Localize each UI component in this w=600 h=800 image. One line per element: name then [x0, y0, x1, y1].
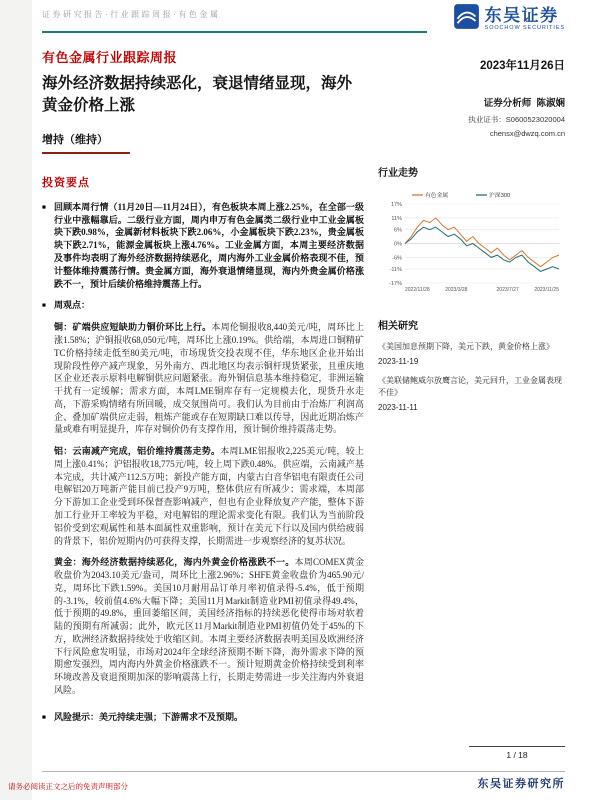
copper-body: 本周伦铜报收8,440美元/吨，周环比上涨1.58%；沪铜报收68,050元/吨，周环比上涨0.19%。供给端，本周进口铜精矿TC价格持续走低至80美元/吨，市场现货交投表现不佳，华东地区企业开始出现阶段性停产减产现象，另外南方、西北地区均表示铜杆现货紧张，且重庆地区企业还表示原料电解铜供应问题紧张。海外铜信息基本维持稳定，非洲运输干扰有一定缓解；需求方面，本周LME铜库存有一定规模去化，现货升水走高，下游采购情绪有所回暖，成交氛围尚可。我们认为目前由于冶炼厂利润高企、叠加矿端供应走弱，粗炼产能或存在短期缺口难以传导，因此近期冶炼产量或难有明显提升，库存对铜价仍有支撑作用，预计铜价维持震荡走势。	[54, 322, 364, 435]
footer-rule	[42, 771, 565, 772]
report-series-title: 有色金属行业跟踪周报	[42, 50, 178, 65]
related-research-heading: 相关研究	[378, 321, 418, 332]
analyst-name: 陈淑娴	[536, 98, 565, 109]
copper-paragraph	[54, 321, 364, 436]
section-heading-key-points: 投资要点	[42, 176, 90, 189]
aluminum-paragraph	[54, 445, 364, 547]
svg-text:0%: 0%	[394, 241, 402, 248]
svg-text:6%: 6%	[394, 227, 402, 234]
gold-body: 本周COMEX黄金收盘价为2043.10美元/盎司，周环比上涨2.96%；SHFE黄金收盘价为465.90元/克，周环比下跌1.59%。美国10月耐用品订单月率初值录得-5.4%，低于预期的-3.1%，较前值4.6%大幅下降；美国11月Markit制造业PMI初值录得49.4%，低于预期的49.8%，重回萎缩区间，美国经济指标的持续恶化使得市场对软着陆的预期有所减弱；此外，欧元区11月Markit制造业PMI初值仍处于45%的下方，欧洲经济数据持续处于收缩区间。本周主要经济数据表明美国及欧洲经济下行风险愈发明显，市场对2024年全球经济预期不断下降，海外需求下降的预期愈发强烈，周内海内外黄金价格涨跌不一。预计短期黄金价格持续受到利率环境改善及衰退预期加深的影响震荡上行，长期走势需进一步关注海内外衰退风险。	[54, 557, 364, 695]
bullet-square-icon: ■	[42, 203, 46, 211]
institute-name: 东吴证券研究所	[477, 778, 565, 790]
industry-trend-heading: 行业走势	[378, 168, 418, 179]
analyst-name-row	[378, 95, 565, 109]
bullet-square-icon: ■	[42, 302, 46, 310]
report-title: 海外经济数据持续恶化，衰退情绪显现，海外黄金价格上涨	[42, 75, 353, 115]
analyst-block	[378, 95, 565, 138]
svg-text:2023/7/27: 2023/7/27	[496, 287, 519, 293]
gold-paragraph	[54, 556, 364, 696]
soochow-logo-icon	[453, 3, 480, 35]
disclaimer-note: 请务必阅读正文之后的免责声明部分	[8, 782, 128, 791]
related-research-link[interactable]: 《美联储鲍威尔放鹰言论，美元回升，工业金属表现不佳》	[378, 376, 562, 397]
bullet-week-review	[42, 201, 364, 290]
risk-text: 风险提示：美元持续走强；下游需求不及预期。	[54, 711, 244, 722]
left-margin-strip	[0, 0, 32, 800]
gold-lead: 黄金：海外经济数据持续恶化，海内外黄金价格涨跌不一。	[54, 557, 295, 568]
main-column	[42, 43, 364, 733]
copper-lead: 铜：矿端供应短缺助力铜价环比上行。	[54, 322, 212, 333]
related-research-item	[378, 341, 565, 366]
analyst-label: 证券分析师	[483, 98, 532, 109]
risk-note	[42, 711, 364, 724]
related-research-date: 2023-11-19	[378, 357, 419, 366]
aluminum-lead: 铝：云南减产完成，铝价维持震荡走势。	[54, 446, 221, 457]
bullet-square-icon: ■	[42, 713, 46, 721]
brand-name: 东吴证券	[484, 5, 559, 25]
breadcrumb: 证券研究报告·行业跟踪周报·有色金属	[42, 10, 221, 19]
svg-text:沪深300: 沪深300	[489, 193, 511, 199]
svg-text:2022/11/28: 2022/11/28	[405, 287, 430, 293]
related-research-link[interactable]: 《美国加息预期下降，美元下跌，黄金价格上涨》	[378, 342, 554, 351]
brand-logo	[453, 3, 565, 35]
svg-text:-17%: -17%	[389, 281, 402, 287]
bullet-weekly-view	[42, 299, 364, 312]
page-header	[42, 0, 565, 43]
rating-badge: 增持（维持）	[42, 131, 130, 154]
related-research-date: 2023-11-11	[378, 403, 418, 412]
svg-text:2023/11/25: 2023/11/25	[534, 287, 559, 293]
svg-text:11%: 11%	[391, 215, 402, 222]
industry-trend-chart	[378, 187, 565, 297]
brand-name-en: SOOCHOW SECURITIES	[484, 24, 565, 31]
svg-text:-11%: -11%	[389, 267, 402, 274]
aluminum-body: 本周LME铝报收2,225美元/吨，较上周上涨0.41%；沪铝报收18,775元/吨，较上周下跌0.48%。供应端，云南减产基本完成，共计减产112.5万吨；新投产能方面，内蒙古白音华铝电有限责任公司电解铝20万吨新产能目前已投产9万吨，整体供应有所减少；需求端，本周部分下游加工企业受到环保督查影响减产，但也有企业释放复产产能，整体下游加工行业开工率较为平稳，对电解铝的理论需求变化有限。我们认为当前阶段铝价受到宏观属性和基本面属性双重影响，预计在美元下行以及国内供给疲弱的背景下，铝价短期内仍可获得支撑，长期需进一步观察经济的复苏状况。	[54, 446, 364, 546]
svg-text:有色金属: 有色金属	[425, 193, 449, 199]
related-research-item	[378, 375, 565, 412]
report-date: 2023年11月26日	[479, 60, 565, 72]
svg-text:-6%: -6%	[392, 255, 402, 262]
page-number: 1 / 18	[469, 746, 565, 760]
analyst-cert: 执业证书：S0600523020004	[468, 115, 565, 124]
analyst-email-link[interactable]: chensx@dwzq.com.cn	[489, 129, 565, 138]
svg-text:2023/3/28: 2023/3/28	[445, 287, 468, 293]
week-review-text: 回顾本周行情（11月20日—11月24日），有色板块本周上涨2.25%，在全部一级行业中涨幅靠后。二级行业方面，周内申万有色金属类二级行业中工业金属板块下跌0.98%，金属新材料板块下跌2.06%，小金属板块下跌2.23%，贵金属板块下跌2.71%，能源金属板块上涨4.76%。工业金属方面，本周主要经济数据及事件均表明了海外经济数据持续恶化，周内海外工业金属价格表现不佳，预计整体维持震荡行情。贵金属方面，海外衰退情绪显现，海内外贵金属价格涨跌不一，预计后续价格维持震荡上行。	[54, 201, 364, 289]
sidebar	[378, 43, 565, 733]
svg-text:17%: 17%	[390, 202, 402, 208]
weekly-view-label: 周观点：	[54, 300, 91, 311]
